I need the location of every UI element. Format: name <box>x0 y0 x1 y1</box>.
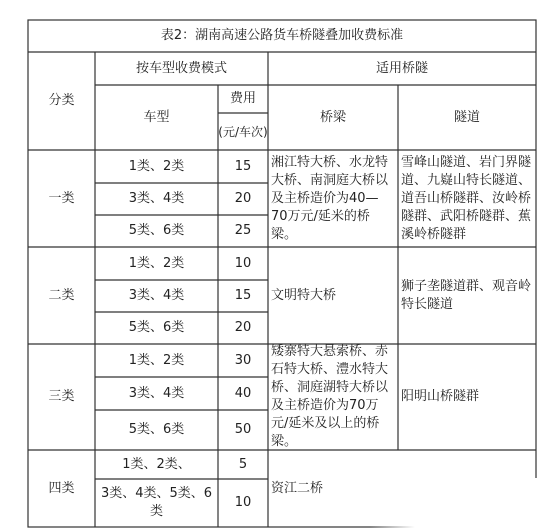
fee-cell: 30 <box>234 352 252 368</box>
tunnel-text: 狮子垄隧道群、观音岭特长隧道 <box>401 278 532 312</box>
bridge-text: 资江二桥 <box>271 480 324 496</box>
bridge-cell <box>268 344 398 450</box>
header-bridge: 桥梁 <box>319 109 346 125</box>
tunnel-text: 雪峰山隧道、岩门界隧道、九嶷山特长隧道、道吾山桥隧群、汝岭桥隧群、武阳桥隧群、蕉溪岭桥隧群 <box>401 154 532 242</box>
vehicle-cell: 5类、6类 <box>128 422 185 437</box>
vehicle-cell: 3类、4类 <box>128 385 185 401</box>
fee-cell: 50 <box>234 422 252 437</box>
bridge-cell <box>268 247 398 344</box>
fee-cell: 10 <box>234 495 252 510</box>
vehicle-cell: 1类、2类 <box>128 255 185 271</box>
fee-cell: 15 <box>234 288 252 303</box>
header-fee-unit: (元/车次) <box>218 124 268 139</box>
table-title: 表2：湖南高速公路货车桥隧叠加收费标准 <box>160 28 404 43</box>
vehicle-cell: 1类、2类、 <box>122 456 191 472</box>
bridge-cell <box>268 150 398 247</box>
category-cell: 一类 <box>48 190 75 206</box>
header-mode: 按车型收费模式 <box>135 60 227 76</box>
bridge-text: 文明特大桥 <box>271 287 337 303</box>
tunnel-cell <box>398 150 536 247</box>
header-vehicle-type: 车型 <box>143 109 170 125</box>
vehicle-cell: 3类、4类 <box>128 191 185 206</box>
tunnel-cell <box>398 344 536 450</box>
vehicle-cell: 3类、4类 <box>128 288 185 303</box>
header-applies: 适用桥隧 <box>375 60 428 76</box>
header-tunnel: 隧道 <box>453 109 480 125</box>
fee-cell: 20 <box>234 191 252 206</box>
vehicle-cell: 1类、2类 <box>128 352 185 368</box>
vehicle-cell: 5类、6类 <box>128 320 185 335</box>
fee-cell: 10 <box>234 255 252 271</box>
category-cell: 二类 <box>48 287 75 303</box>
header-category: 分类 <box>48 93 75 108</box>
bridge-text: 湘江特大桥、水龙特大桥、南洞庭大桥以及主桥造价为40—70万元/延米的桥梁。 <box>271 154 389 242</box>
bottom-right-fade <box>370 478 550 532</box>
fee-cell: 40 <box>234 385 252 401</box>
tunnel-cell <box>398 247 536 344</box>
tunnel-text: 阳明山桥隧群 <box>401 389 480 404</box>
fee-cell: 25 <box>234 223 252 238</box>
header-fee: 费用 <box>229 91 256 106</box>
fee-cell: 5 <box>238 456 248 472</box>
vehicle-cell: 5类、6类 <box>128 223 185 238</box>
vehicle-cell: 1类、2类 <box>128 158 185 174</box>
vehicle-cell: 3类、4类、5类、6类 <box>100 486 213 519</box>
bridge-text: 矮寨特大悬索桥、赤石特大桥、澧水特大桥、洞庭湖特大桥以及主桥造价为70万元/延米及以上的桥梁。 <box>271 344 389 449</box>
fee-cell: 20 <box>234 320 252 335</box>
fee-cell: 15 <box>234 158 252 174</box>
category-cell: 四类 <box>48 480 75 496</box>
category-cell: 三类 <box>48 389 75 404</box>
